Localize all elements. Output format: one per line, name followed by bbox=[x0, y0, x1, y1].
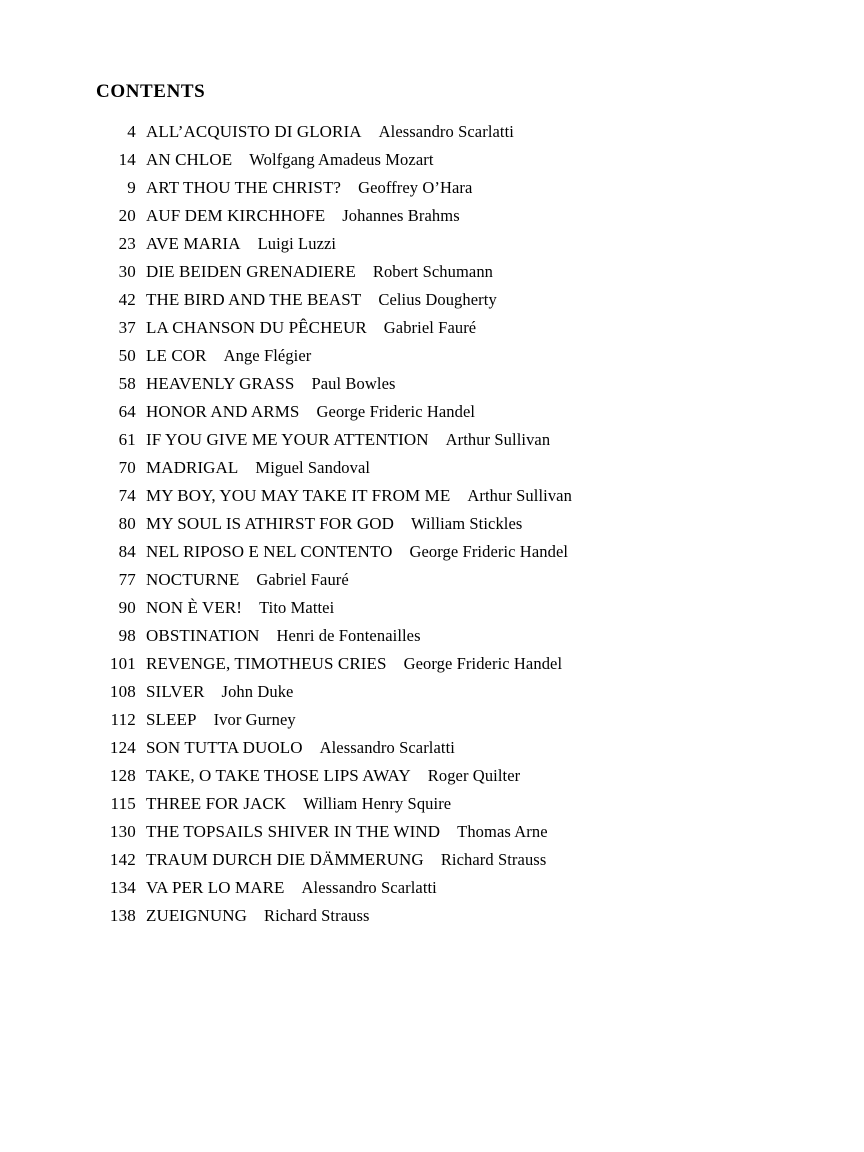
toc-entry[interactable] bbox=[96, 678, 756, 706]
toc-page-number: 84 bbox=[118, 542, 136, 561]
toc-entry[interactable] bbox=[96, 874, 756, 902]
toc-page-number: 23 bbox=[118, 234, 136, 253]
toc-entry[interactable] bbox=[96, 230, 756, 258]
toc-entry-title: NON È VER! bbox=[146, 598, 243, 617]
toc-entry[interactable] bbox=[96, 202, 756, 230]
toc-page-number: 142 bbox=[109, 850, 136, 869]
toc-page-number: 115 bbox=[110, 794, 136, 813]
toc-entry[interactable] bbox=[96, 454, 756, 482]
toc-page-number: 14 bbox=[118, 150, 136, 169]
toc-page-number: 30 bbox=[118, 262, 136, 281]
toc-entry[interactable] bbox=[96, 762, 756, 790]
toc-entry[interactable] bbox=[96, 902, 756, 930]
toc-entry-title: NEL RIPOSO E NEL CONTENTO bbox=[146, 542, 393, 561]
toc-entry-composer: Geoffrey O’Hara bbox=[358, 178, 473, 197]
toc-page-number: 124 bbox=[109, 738, 136, 757]
toc-entry-title: ZUEIGNUNG bbox=[146, 906, 247, 925]
toc-entry-composer: Miguel Sandoval bbox=[255, 458, 371, 477]
toc-entry-title: MADRIGAL bbox=[146, 458, 239, 477]
toc-entry-title: SILVER bbox=[146, 682, 205, 701]
toc-entry-composer: Wolfgang Amadeus Mozart bbox=[249, 150, 434, 169]
toc-entry[interactable] bbox=[96, 622, 756, 650]
page-title: CONTENTS bbox=[96, 81, 206, 102]
toc-entry[interactable] bbox=[96, 734, 756, 762]
toc-entry-composer: Luigi Luzzi bbox=[257, 234, 337, 253]
toc-entry-composer: Robert Schumann bbox=[372, 262, 494, 281]
toc-entry-title: SLEEP bbox=[146, 710, 197, 729]
toc-page-number: 58 bbox=[118, 374, 136, 393]
toc-entry-title: NOCTURNE bbox=[146, 570, 240, 589]
toc-entry-composer: Richard Strauss bbox=[440, 850, 547, 869]
toc-page-number: 61 bbox=[118, 430, 136, 449]
toc-entry-composer: Gabriel Fauré bbox=[256, 570, 349, 589]
toc-entry-title: THE BIRD AND THE BEAST bbox=[146, 290, 362, 309]
toc-entry-composer: Tito Mattei bbox=[259, 598, 335, 617]
toc-page-number: 112 bbox=[110, 710, 136, 729]
toc-entry-composer: Celius Dougherty bbox=[378, 290, 497, 309]
toc-entry-title: IF YOU GIVE ME YOUR ATTENTION bbox=[146, 430, 429, 449]
toc-entry-title: VA PER LO MARE bbox=[146, 878, 285, 897]
toc-entry-title: TAKE, O TAKE THOSE LIPS AWAY bbox=[146, 766, 411, 785]
toc-page-number: 90 bbox=[118, 598, 136, 617]
toc-entry-composer: Johannes Brahms bbox=[342, 206, 460, 225]
table-of-contents bbox=[96, 118, 756, 930]
toc-page-number: 108 bbox=[109, 682, 136, 701]
toc-entry[interactable] bbox=[96, 398, 756, 426]
toc-entry-title: ART THOU THE CHRIST? bbox=[146, 178, 342, 197]
toc-page-number: 101 bbox=[109, 654, 136, 673]
toc-entry-title: HONOR AND ARMS bbox=[146, 402, 300, 421]
toc-entry[interactable] bbox=[96, 370, 756, 398]
toc-entry-composer: William Stickles bbox=[411, 514, 523, 533]
toc-entry[interactable] bbox=[96, 146, 756, 174]
toc-entry-title: AVE MARIA bbox=[146, 234, 241, 253]
toc-entry-composer: Henri de Fontenailles bbox=[276, 626, 421, 645]
toc-entry[interactable] bbox=[96, 650, 756, 678]
toc-page-number: 37 bbox=[118, 318, 136, 337]
toc-entry[interactable] bbox=[96, 174, 756, 202]
toc-entry-composer: Ange Flégier bbox=[223, 346, 312, 365]
toc-entry-composer: Alessandro Scarlatti bbox=[378, 122, 514, 141]
toc-page-number: 98 bbox=[118, 626, 136, 645]
toc-entry[interactable] bbox=[96, 706, 756, 734]
toc-page-number: 70 bbox=[118, 458, 136, 477]
toc-entry[interactable] bbox=[96, 566, 756, 594]
toc-page-number: 77 bbox=[118, 570, 136, 589]
toc-page-number: 4 bbox=[127, 122, 136, 141]
toc-page-number: 134 bbox=[109, 878, 136, 897]
toc-entry[interactable] bbox=[96, 846, 756, 874]
toc-entry-composer: Arthur Sullivan bbox=[467, 486, 572, 505]
toc-entry[interactable] bbox=[96, 510, 756, 538]
toc-entry-composer: Paul Bowles bbox=[311, 374, 396, 393]
toc-entry-title: ALL’ACQUISTO DI GLORIA bbox=[146, 122, 362, 141]
toc-page-number: 74 bbox=[118, 486, 136, 505]
toc-entry-composer: George Frideric Handel bbox=[409, 542, 569, 561]
toc-entry[interactable] bbox=[96, 286, 756, 314]
toc-entry-composer: Alessandro Scarlatti bbox=[319, 738, 455, 757]
toc-entry[interactable] bbox=[96, 342, 756, 370]
toc-page-number: 50 bbox=[118, 346, 136, 365]
toc-entry-composer: Arthur Sullivan bbox=[445, 430, 551, 449]
toc-entry[interactable] bbox=[96, 538, 756, 566]
toc-page-number: 64 bbox=[118, 402, 136, 421]
toc-entry-composer: Richard Strauss bbox=[264, 906, 370, 925]
toc-entry-composer: John Duke bbox=[221, 682, 294, 701]
toc-entry[interactable] bbox=[96, 594, 756, 622]
toc-page-number: 20 bbox=[118, 206, 136, 225]
toc-entry[interactable] bbox=[96, 818, 756, 846]
toc-page-number: 42 bbox=[118, 290, 136, 309]
toc-entry-composer: George Frideric Handel bbox=[316, 402, 476, 421]
toc-entry[interactable] bbox=[96, 258, 756, 286]
toc-entry[interactable] bbox=[96, 482, 756, 510]
toc-entry-composer: Thomas Arne bbox=[457, 822, 548, 841]
toc-entry-composer: Gabriel Fauré bbox=[383, 318, 477, 337]
toc-entry[interactable] bbox=[96, 314, 756, 342]
toc-entry-title: THE TOPSAILS SHIVER IN THE WIND bbox=[146, 822, 441, 841]
toc-entry-title: HEAVENLY GRASS bbox=[146, 374, 295, 393]
toc-page-number: 9 bbox=[127, 178, 136, 197]
toc-entry-title: SON TUTTA DUOLO bbox=[146, 738, 303, 757]
toc-entry-composer: William Henry Squire bbox=[303, 794, 452, 813]
toc-entry-title: AN CHLOE bbox=[146, 150, 233, 169]
toc-entry[interactable] bbox=[96, 118, 756, 146]
toc-entry-title: MY BOY, YOU MAY TAKE IT FROM ME bbox=[146, 486, 451, 505]
toc-entry-title: TRAUM DURCH DIE DÄMMERUNG bbox=[146, 850, 424, 869]
toc-entry-composer: Alessandro Scarlatti bbox=[301, 878, 437, 897]
toc-entry-title: THREE FOR JACK bbox=[146, 794, 287, 813]
toc-entry-composer: Roger Quilter bbox=[427, 766, 521, 785]
toc-entry-title: MY SOUL IS ATHIRST FOR GOD bbox=[146, 514, 395, 533]
toc-entry[interactable] bbox=[96, 790, 756, 818]
toc-page-number: 80 bbox=[118, 514, 136, 533]
toc-entry-title: LA CHANSON DU PÊCHEUR bbox=[146, 318, 367, 337]
toc-entry-title: AUF DEM KIRCHHOFE bbox=[146, 206, 326, 225]
toc-page-number: 138 bbox=[109, 906, 136, 925]
toc-page-number: 128 bbox=[109, 766, 136, 785]
toc-entry-title: OBSTINATION bbox=[146, 626, 260, 645]
toc-entry-title: DIE BEIDEN GRENADIERE bbox=[146, 262, 356, 281]
toc-entry-composer: Ivor Gurney bbox=[213, 710, 296, 729]
toc-entry-title: LE COR bbox=[146, 346, 207, 365]
toc-entry[interactable] bbox=[96, 426, 756, 454]
toc-entry-composer: George Frideric Handel bbox=[403, 654, 563, 673]
toc-page-number: 130 bbox=[109, 822, 136, 841]
toc-entry-title: REVENGE, TIMOTHEUS CRIES bbox=[146, 654, 387, 673]
